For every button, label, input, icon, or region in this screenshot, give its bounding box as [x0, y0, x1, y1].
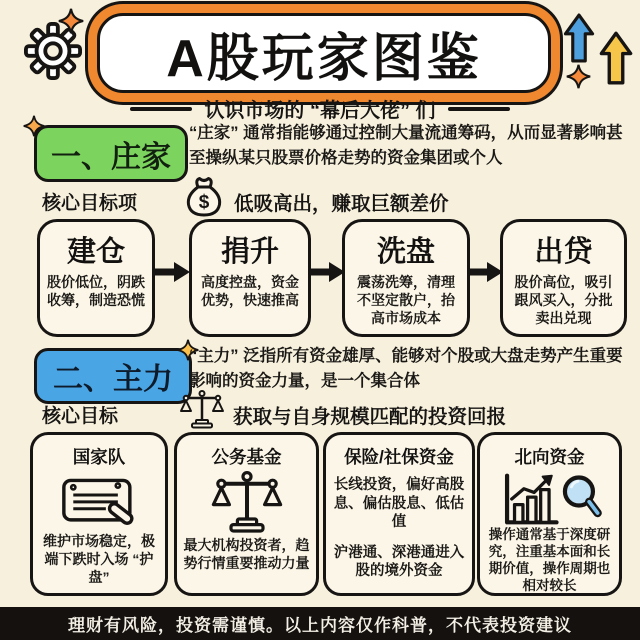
- svg-text:$: $: [198, 192, 210, 213]
- title-banner: [97, 13, 551, 93]
- player-card-desc: 操作通常基于深度研究，注重基本面和长期价值，操作周期也相对较长: [488, 527, 611, 593]
- player-card-desc: 维护市场稳定，极端下跌时入场 “护盘”: [43, 533, 155, 585]
- player-card-insurance-social-security: [323, 432, 475, 596]
- divider-line: [448, 107, 510, 111]
- goal-text-banker: 低吸高出，赚取巨额差价: [234, 193, 449, 215]
- sparkle-icon: [23, 115, 45, 137]
- player-card-desc-secondary: 沪港通、深港通进入股的境外资金: [333, 544, 465, 580]
- chart-magnifier-icon: [496, 471, 604, 527]
- section-badge-label: 一、庄家: [51, 140, 171, 174]
- section-description-banker: “庄家” 通常指能够通过控制大量流通筹码，从而显著影响甚至操纵某只股票价格走势的资金集团或个人: [189, 124, 623, 167]
- player-card-northbound-funds: [477, 432, 622, 596]
- section-badge-mainforce: [34, 348, 192, 404]
- money-bag-icon: [182, 175, 226, 219]
- certificate-icon: [56, 471, 142, 531]
- section-badge-label: 二、主力: [53, 363, 173, 396]
- balance-scale-icon: [211, 471, 283, 535]
- right-arrow-icon: [154, 260, 190, 284]
- right-arrow-icon: [309, 260, 345, 284]
- flow-card-title: 洗盘: [376, 236, 435, 268]
- player-card-public-funds: [174, 432, 319, 596]
- goal-label-banker: 核心目标项: [42, 193, 138, 214]
- flow-card-title: 出贷: [534, 236, 593, 268]
- flow-card-desc: 震荡洗筹，清理不坚定散户，抬高市场成本: [357, 274, 455, 327]
- page-title: A股玩家图鉴: [166, 29, 482, 88]
- flow-card-xipan: [342, 219, 470, 337]
- up-arrow-blue-icon: [563, 13, 595, 63]
- section-description-mainforce: “主力” 泛指所有资金雄厚、能够对个股或大盘走势产生重要影响的资金力量，是一个集合体: [189, 347, 623, 390]
- player-card-national-team: [30, 432, 168, 596]
- flow-card-desc: 股价高位，吸引跟风买入，分批卖出兑现: [514, 274, 613, 327]
- flow-card-title: 建仓: [66, 236, 125, 268]
- section-badge-banker: [34, 125, 188, 182]
- player-card-desc-primary: 长线投资，偏好高股息、偏估股息、低估值: [333, 477, 465, 531]
- balance-scale-icon: [179, 390, 225, 430]
- flow-card-chuhuo: [500, 219, 627, 337]
- flow-card-lasheng: [189, 219, 311, 337]
- page-subtitle: 认识市场的 “幕后大佬” 们: [204, 100, 436, 122]
- up-arrow-yellow-icon: [599, 31, 633, 85]
- flow-card-desc: 股价低位，阴跌收筹，制造恐慌: [47, 274, 145, 309]
- right-arrow-icon: [467, 260, 503, 284]
- divider-line: [130, 107, 192, 111]
- flow-card-desc: 高度控盘，资金优势，快速推高: [201, 274, 299, 309]
- flow-card-jiancang: [37, 219, 155, 337]
- goal-label-mainforce: 核心目标: [42, 406, 119, 427]
- player-card-title: 国家队: [72, 447, 126, 467]
- disclaimer-text: 理财有风险，投资需谨慎。以上内容仅作科普，不代表投资建议: [68, 616, 572, 635]
- player-card-title: 公务基金: [211, 447, 282, 467]
- goal-text-mainforce: 获取与自身规模匹配的投资回报: [233, 406, 507, 428]
- player-card-title: 保险/社保资金: [344, 447, 454, 467]
- player-card-desc: 最大机构投资者，趋势行情重要推动力量: [183, 537, 310, 571]
- subtitle-row: [0, 94, 640, 123]
- disclaimer-bar: [0, 607, 640, 640]
- sparkle-icon: [58, 8, 84, 34]
- flow-card-title: 捐升: [220, 236, 279, 268]
- sparkle-icon: [566, 64, 591, 89]
- player-card-title: 北向资金: [514, 447, 585, 467]
